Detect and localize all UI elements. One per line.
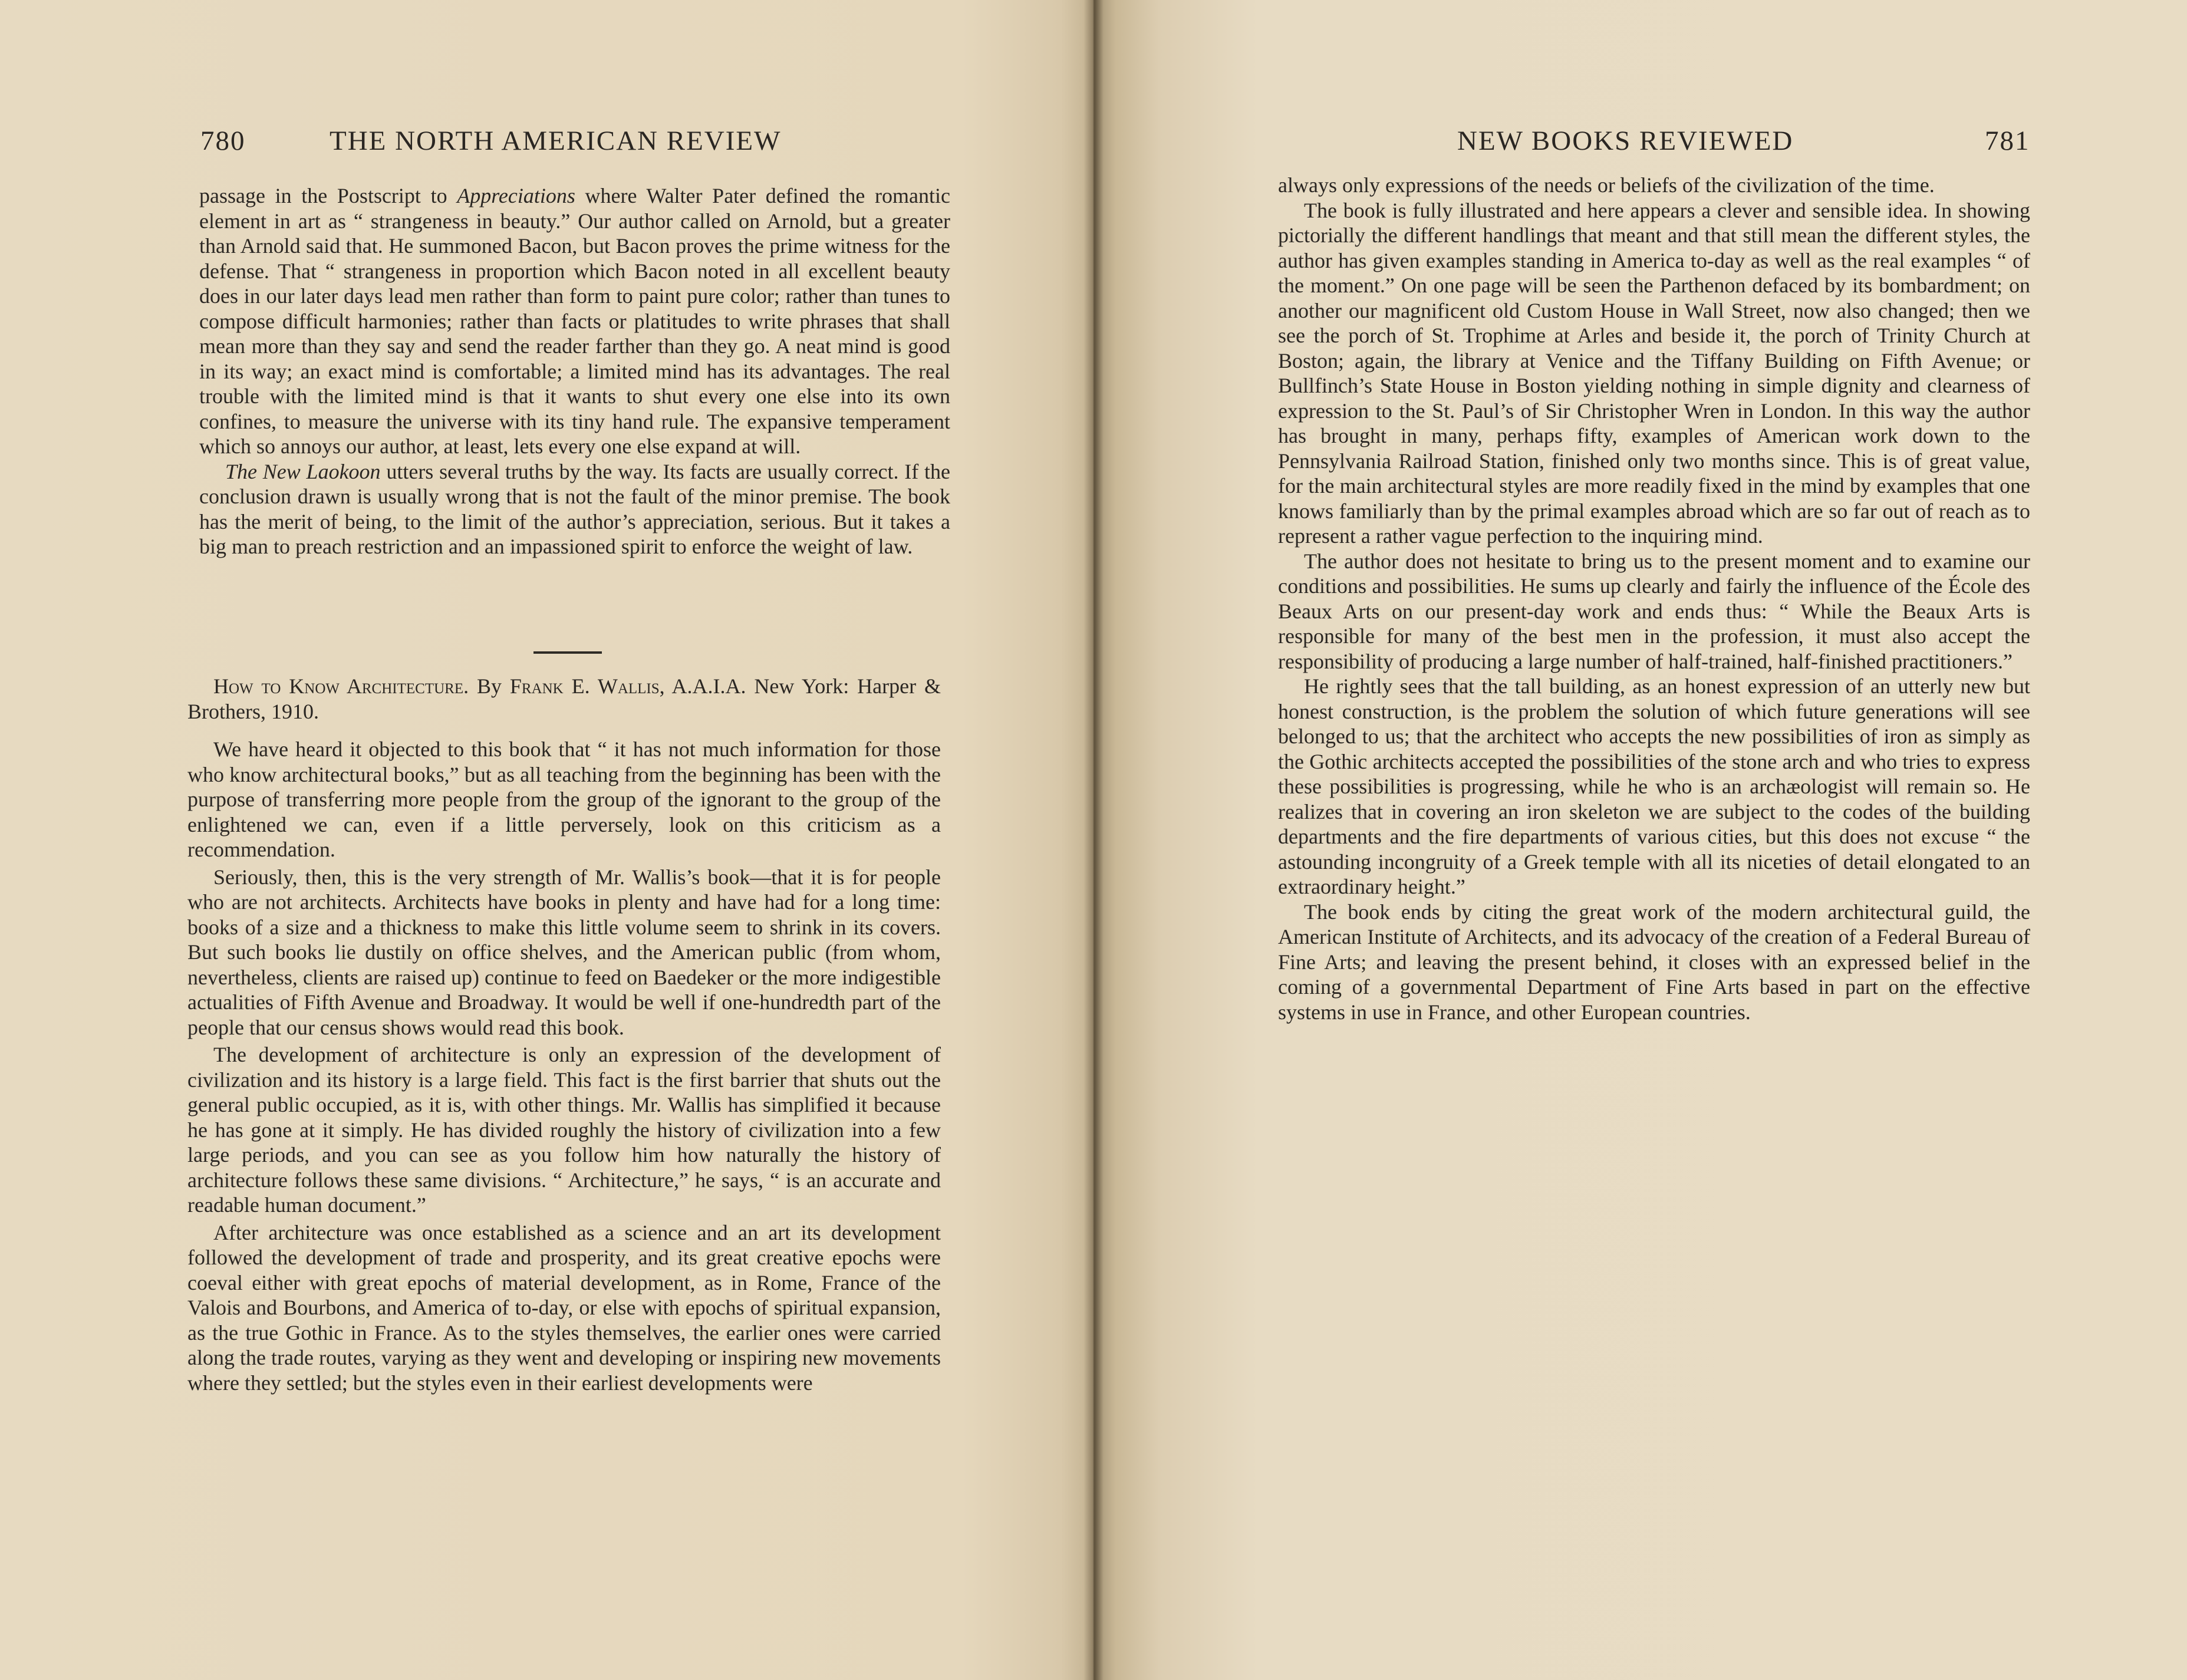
paragraph: The development of architecture is only an expression of the development of civilization and its history is a large field. This fact is the first barrier that shuts out the general public occupied, as it is, with other things. Mr. Wallis has simplified it because he has gone at it simply. He has divided roughly the history of civilization into a few large periods, and you can see as you follow him how naturally the history of architecture follows these same divisions. “ Architecture,” he says, “ is an accurate and readable human document.”: [187, 1043, 941, 1217]
paragraph: We have heard it objected to this book that “ it has not much information for those who know architectural books,” but as all teaching from the beginning has been with the purpose of transferring more people from the group of the ignorant to the group of the enlightened we can, even if a little perversely, look on this criticism as a recommendation.: [187, 737, 941, 861]
right-page-number: 781: [1985, 126, 2030, 156]
right-column: [1278, 173, 2030, 1025]
left-column-review: [187, 674, 941, 1395]
book-title: Appreciations: [457, 184, 575, 207]
left-column-top: [199, 183, 950, 559]
right-page-number-wrap: [1985, 125, 2030, 157]
paragraph: The book is fully illustrated and here appears a clever and sensible idea. In showing pictorially the different handlings that meant and that still mean the different styles, the author has given examples standing in America to-day as well as the real examples “ of the moment.” On one page will be seen the Parthenon defaced by its bombardment; on another our magnificent old Custom House in Wall Street, now also changed; then we see the porch of St. Trophime at Arles and beside it, the porch of Trinity Church at Boston; again, the library at Venice and the Tiffany Building on Fifth Avenue; or Bullfinch’s State House in Boston yielding nothing in simple dignity and clearness of expression to the St. Paul’s of Sir Christopher Wren in London. In this way the author has brought in many, perhaps fifty, examples of American work down to the Pennsylvania Railroad Station, finished only two months since. This is of great value, for the main architectural styles are more readily fixed in the mind by examples that one knows familiarly than by the primal examples abroad which are so far out of reach as to represent a rather vague perfection to the inquiring mind.: [1278, 198, 2030, 548]
paragraph: passage in the Postscript to Appreciations where Walter Pater defined the romantic element in art as “ strangeness in beauty.” Our author called on Arnold, but a greater than Arnold said that. He summoned Bacon, but Bacon proves the prime witness for the defense. That “ strangeness in proportion which Bacon noted in all excellent beauty does in our later days lead men rather than form to paint pure color; rather than tunes to compose difficult harmonies; rather than facts or platitudes to write phrases that shall mean more than they say and send the reader farther than they go. A neat mind is good in its way; an exact mind is comfortable; a limited mind has its advantages. The real trouble with the limited mind is that it wants to shut every one else into its own confines, to measure the universe with its tiny hand rule. The expansive temperament which so annoys our author, at least, lets every one else expand at will.: [199, 184, 950, 458]
right-page-header: [1457, 125, 1793, 157]
right-running-head: NEW BOOKS REVIEWED: [1457, 126, 1794, 156]
paragraph: The author does not hesitate to bring us to the present moment and to examine our conditions and possibilities. He sums up clearly and fairly the influence of the École des Beaux Arts on our present-day work and ends thus: “ While the Beaux Arts is responsible for many of the best men in the profession, it must also accept the responsibility of producing a large number of half-trained, half-finished practitioners.”: [1278, 549, 2030, 673]
left-page-number: 780: [200, 126, 246, 156]
book-title: The New Laokoon: [225, 459, 381, 483]
paragraph: always only expressions of the needs or beliefs of the civilization of the time.: [1278, 173, 1935, 197]
paragraph: Seriously, then, this is the very strength of Mr. Wallis’s book—that it is for people who are not architects. Architects have books in plenty and have had for a long time: books of a size and a thickness to make this little volume seem to shrink in its covers. But such books lie dustily on office shelves, and the American public (from whom, nevertheless, clients are raised up) continue to feed on Baedeker or the more indigestible actualities of Fifth Avenue and Broadway. It would be well if one-hundredth part of the people that our census shows would read this book.: [187, 865, 941, 1039]
left-page-header: [200, 125, 781, 157]
book-gutter: [1083, 0, 1104, 1680]
paragraph: The New Laokoon utters several truths by the way. Its facts are usually correct. If the conclusion drawn is usually wrong that is not the fault of the minor premise. The book has the merit of being, to the limit of the author’s appreciation, serious. But it takes a big man to preach restriction and an impassioned spirit to enforce the weight of law.: [199, 459, 950, 558]
section-divider: [533, 651, 602, 654]
paragraph: The book ends by citing the great work of the modern architectural guild, the American Institute of Architects, and its advocacy of the creation of a Federal Bureau of Fine Arts; and leaving the present behind, it closes with an expressed belief in the coming of a governmental Department of Fine Arts based in part on the effective systems in use in France, and other European countries.: [1278, 900, 2030, 1024]
left-running-head: THE NORTH AMERICAN REVIEW: [330, 126, 782, 156]
paragraph: After architecture was once established as a science and an art its development followed the development of trade and prosperity, and its great creative epochs were coeval either with great epochs of material development, as in Rome, France of the Valois and Bourbons, and America of to-day, or else with epochs of spiritual expansion, as the true Gothic in France. As to the styles themselves, the earlier ones were carried along the trade routes, varying as they went and developing or inspiring new movements where they settled; but the styles even in their earliest developments were: [187, 1220, 941, 1395]
review-heading: How to Know Architecture. By Frank E. Wallis, A.A.I.A. New York: Harper & Brothers, 1910.: [187, 674, 941, 723]
paragraph: He rightly sees that the tall building, as an honest expression of an utterly new but honest construction, is the problem the solution of which future generations will see belonged to us; that the architect who accepts the new possibilities of iron as simply as the Gothic architects accepted the possibilities of the stone arch and who tries to express these possibilities is progressing, while he who is an archæologist will remain so. He realizes that in covering an iron skeleton we are subject to the codes of the building departments and the fire departments of various cities, but this does not excuse “ the astounding incongruity of a Greek temple with all its niceties of detail elongated to an extraordinary height.”: [1278, 674, 2030, 898]
